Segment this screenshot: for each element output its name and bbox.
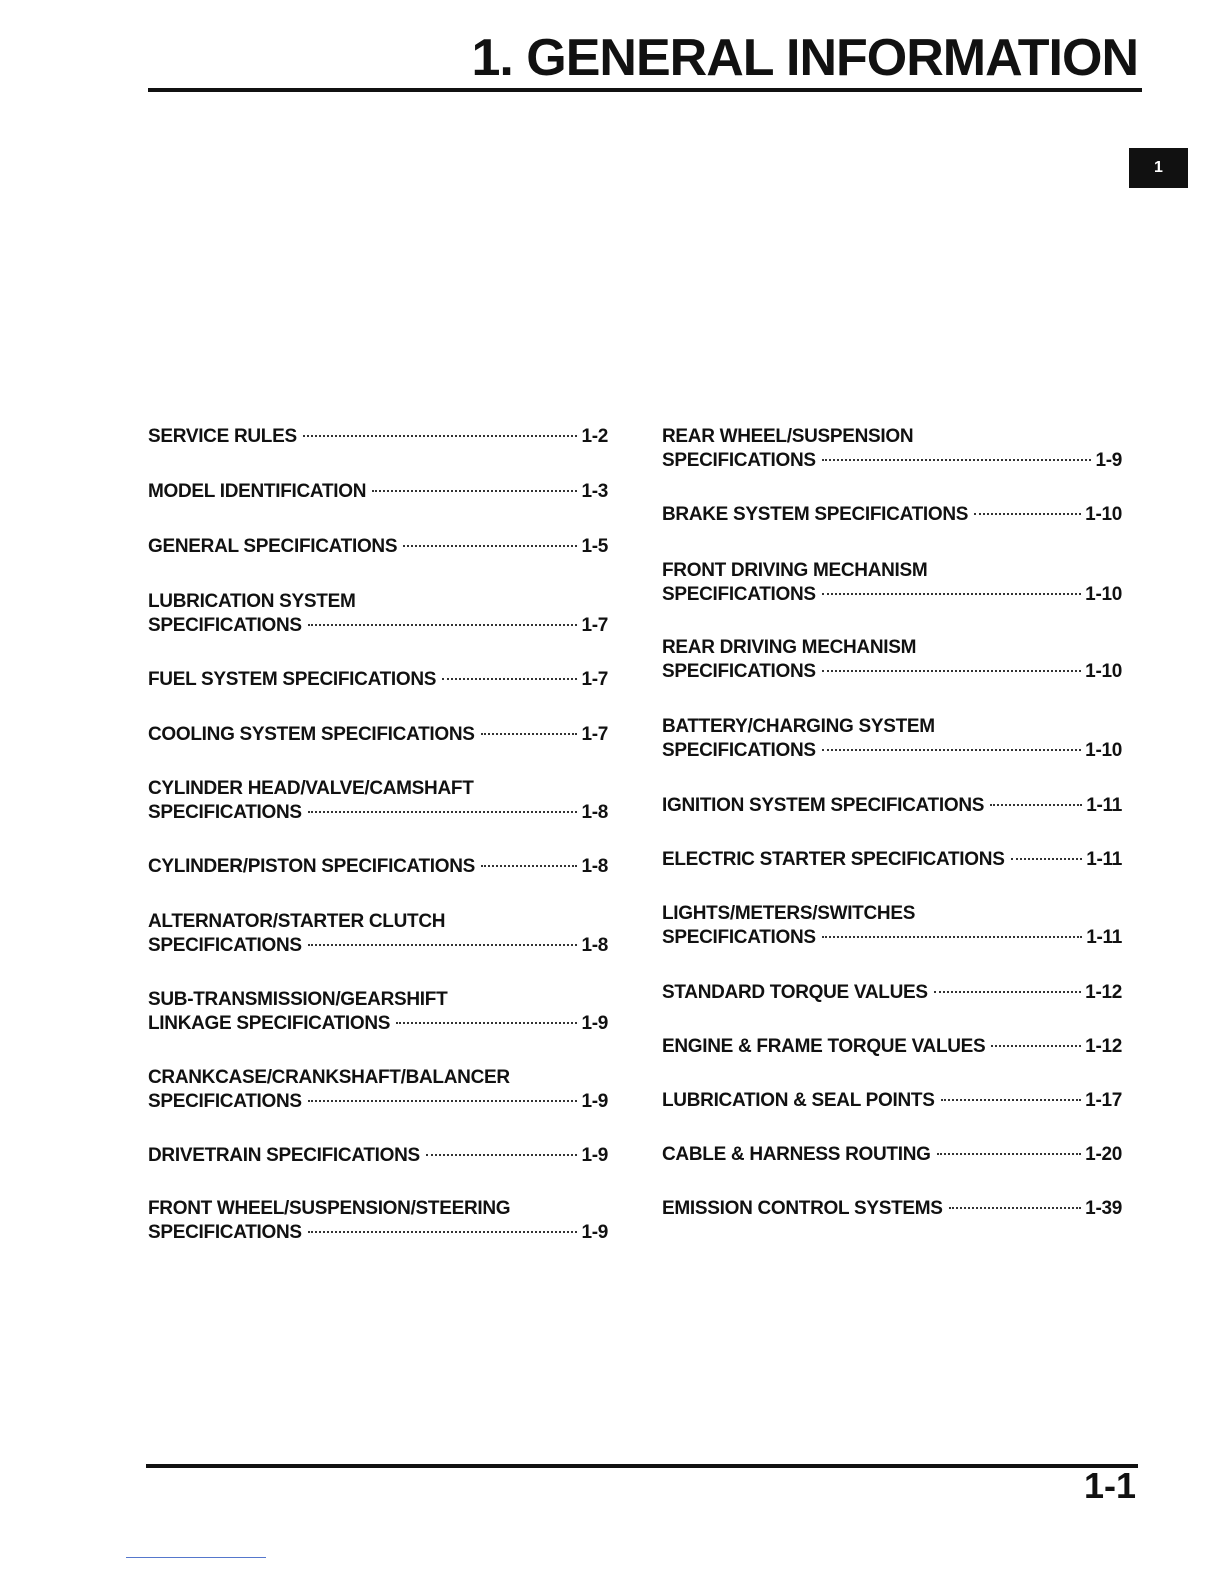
leader-dots — [822, 459, 1092, 461]
leader-dots — [991, 1045, 1081, 1047]
toc-page: 1-20 — [1085, 1144, 1122, 1165]
leader-dots — [822, 936, 1082, 938]
leader-dots — [426, 1154, 578, 1156]
toc-label: ELECTRIC STARTER SPECIFICATIONS — [662, 849, 1005, 870]
toc-label: COOLING SYSTEM SPECIFICATIONS — [148, 724, 475, 745]
bottom-divider — [146, 1464, 1138, 1468]
leader-dots — [303, 435, 578, 437]
toc-entry-rear-wheel[interactable] — [662, 425, 1122, 472]
toc-page: 1-12 — [1085, 1036, 1122, 1057]
toc-label-line1: CYLINDER HEAD/VALVE/CAMSHAFT — [148, 778, 474, 799]
toc-label-line1: ALTERNATOR/STARTER CLUTCH — [148, 911, 446, 932]
toc-entry-rear-driving[interactable] — [662, 636, 1122, 683]
page-number: 1-1 — [1083, 1465, 1136, 1506]
toc-label: SPECIFICATIONS — [148, 614, 302, 636]
toc-label-line1: SUB-TRANSMISSION/GEARSHIFT — [148, 989, 448, 1010]
toc-page: 1-9 — [581, 1221, 608, 1243]
page-title: 1. GENERAL INFORMATION — [471, 29, 1138, 87]
toc-label-line1: BATTERY/CHARGING SYSTEM — [662, 716, 935, 737]
toc-label: CABLE & HARNESS ROUTING — [662, 1144, 931, 1165]
leader-dots — [308, 811, 578, 813]
toc-entry-front-wheel[interactable] — [148, 1197, 608, 1244]
toc-entry-brake-system[interactable] — [662, 503, 1122, 527]
toc-entry-general-specifications[interactable] — [148, 535, 608, 559]
toc-label-line1: CRANKCASE/CRANKSHAFT/BALANCER — [148, 1067, 510, 1088]
toc-page: 1-9 — [581, 1090, 608, 1112]
toc-label: SPECIFICATIONS — [662, 583, 816, 605]
toc-entry-front-driving[interactable] — [662, 559, 1122, 606]
toc-page: 1-39 — [1085, 1198, 1122, 1219]
toc-page: 1-9 — [1095, 449, 1122, 471]
toc-entry-electric-starter[interactable] — [662, 848, 1122, 872]
toc-label: SPECIFICATIONS — [148, 934, 302, 956]
leader-dots — [949, 1207, 1082, 1209]
leader-dots — [990, 804, 1082, 806]
toc-entry-lights-meters[interactable] — [662, 902, 1122, 949]
toc-page: 1-8 — [581, 801, 608, 823]
toc-entry-fuel-system[interactable] — [148, 668, 608, 692]
toc-label: GENERAL SPECIFICATIONS — [148, 536, 398, 557]
toc-label: IGNITION SYSTEM SPECIFICATIONS — [662, 795, 985, 816]
toc-page: 1-7 — [581, 724, 608, 745]
section-tab: 1 — [1129, 148, 1188, 188]
toc-page: 1-8 — [581, 856, 608, 877]
leader-dots — [934, 991, 1081, 993]
toc-entry-crankcase[interactable] — [148, 1066, 608, 1113]
toc-label: SPECIFICATIONS — [662, 660, 816, 682]
toc-entry-battery[interactable] — [662, 715, 1122, 762]
toc-label: LINKAGE SPECIFICATIONS — [148, 1012, 391, 1034]
toc-page: 1-11 — [1086, 926, 1122, 948]
toc-label-line1: REAR DRIVING MECHANISM — [662, 637, 917, 658]
toc-label: SPECIFICATIONS — [662, 739, 816, 761]
toc-entry-sub-transmission[interactable] — [148, 988, 608, 1035]
top-divider — [148, 88, 1142, 92]
toc-entry-standard-torque[interactable] — [662, 981, 1122, 1005]
toc-label: DRIVETRAIN SPECIFICATIONS — [148, 1145, 420, 1166]
toc-label: LUBRICATION & SEAL POINTS — [662, 1090, 935, 1111]
leader-dots — [396, 1022, 577, 1024]
leader-dots — [308, 1231, 578, 1233]
toc-entry-alternator[interactable] — [148, 910, 608, 957]
leader-dots — [822, 749, 1081, 751]
leader-dots — [481, 865, 577, 867]
toc-entry-cooling-system[interactable] — [148, 723, 608, 747]
toc-entry-engine-frame-torque[interactable] — [662, 1035, 1122, 1059]
toc-page: 1-17 — [1085, 1090, 1122, 1111]
leader-dots — [937, 1153, 1082, 1155]
toc-page: 1-3 — [581, 481, 608, 502]
toc-label: SPECIFICATIONS — [148, 801, 302, 823]
toc-label: ENGINE & FRAME TORQUE VALUES — [662, 1036, 986, 1057]
toc-entry-lubrication-system[interactable] — [148, 590, 608, 637]
leader-dots — [822, 670, 1081, 672]
leader-dots — [481, 733, 578, 735]
toc-page: 1-11 — [1086, 849, 1122, 870]
toc-entry-lubrication-seal[interactable] — [662, 1089, 1122, 1113]
toc-label: EMISSION CONTROL SYSTEMS — [662, 1198, 943, 1219]
toc-label-line1: LUBRICATION SYSTEM — [148, 591, 356, 612]
toc-label: BRAKE SYSTEM SPECIFICATIONS — [662, 504, 969, 525]
toc-page: 1-12 — [1085, 982, 1122, 1003]
scan-artifact-line — [126, 1557, 266, 1558]
toc-page: 1-9 — [581, 1012, 608, 1034]
toc-label: CYLINDER/PISTON SPECIFICATIONS — [148, 856, 476, 877]
toc-page: 1-10 — [1085, 504, 1122, 525]
toc-label-line1: REAR WHEEL/SUSPENSION — [662, 426, 914, 447]
toc-label: SPECIFICATIONS — [662, 926, 816, 948]
leader-dots — [822, 593, 1081, 595]
toc-label: SPECIFICATIONS — [148, 1090, 302, 1112]
leader-dots — [372, 490, 577, 492]
toc-page: 1-7 — [581, 614, 608, 636]
leader-dots — [1011, 858, 1083, 860]
leader-dots — [308, 944, 578, 946]
toc-page: 1-10 — [1085, 739, 1122, 761]
toc-page: 1-10 — [1085, 660, 1122, 682]
toc-label-line1: FRONT WHEEL/SUSPENSION/STEERING — [148, 1198, 511, 1219]
toc-entry-cylinder-head[interactable] — [148, 777, 608, 824]
toc-entry-drivetrain[interactable] — [148, 1144, 608, 1168]
toc-label-line1: FRONT DRIVING MECHANISM — [662, 560, 928, 581]
toc-entry-service-rules[interactable] — [148, 425, 608, 449]
leader-dots — [308, 1100, 578, 1102]
toc-entry-ignition-system[interactable] — [662, 794, 1122, 818]
toc-page: 1-8 — [581, 934, 608, 956]
toc-page: 1-11 — [1086, 795, 1122, 816]
toc-entry-cylinder-piston[interactable] — [148, 855, 608, 879]
toc-page: 1-9 — [581, 1145, 608, 1166]
toc-label: MODEL IDENTIFICATION — [148, 481, 367, 502]
toc-entry-cable-harness[interactable] — [662, 1143, 1122, 1167]
toc-label: FUEL SYSTEM SPECIFICATIONS — [148, 669, 437, 690]
leader-dots — [941, 1099, 1082, 1101]
toc-page: 1-2 — [581, 426, 608, 447]
toc-page: 1-10 — [1085, 583, 1122, 605]
toc-label: SERVICE RULES — [148, 426, 297, 447]
toc-page: 1-7 — [581, 669, 608, 690]
toc-label: STANDARD TORQUE VALUES — [662, 982, 928, 1003]
leader-dots — [403, 545, 577, 547]
toc-page: 1-5 — [581, 536, 608, 557]
leader-dots — [974, 513, 1081, 515]
toc-label-line1: LIGHTS/METERS/SWITCHES — [662, 903, 916, 924]
toc-label: SPECIFICATIONS — [662, 449, 816, 471]
toc-entry-emission-control[interactable] — [662, 1197, 1122, 1221]
leader-dots — [308, 624, 578, 626]
toc-entry-model-identification[interactable] — [148, 480, 608, 504]
leader-dots — [442, 678, 577, 680]
toc-label: SPECIFICATIONS — [148, 1221, 302, 1243]
